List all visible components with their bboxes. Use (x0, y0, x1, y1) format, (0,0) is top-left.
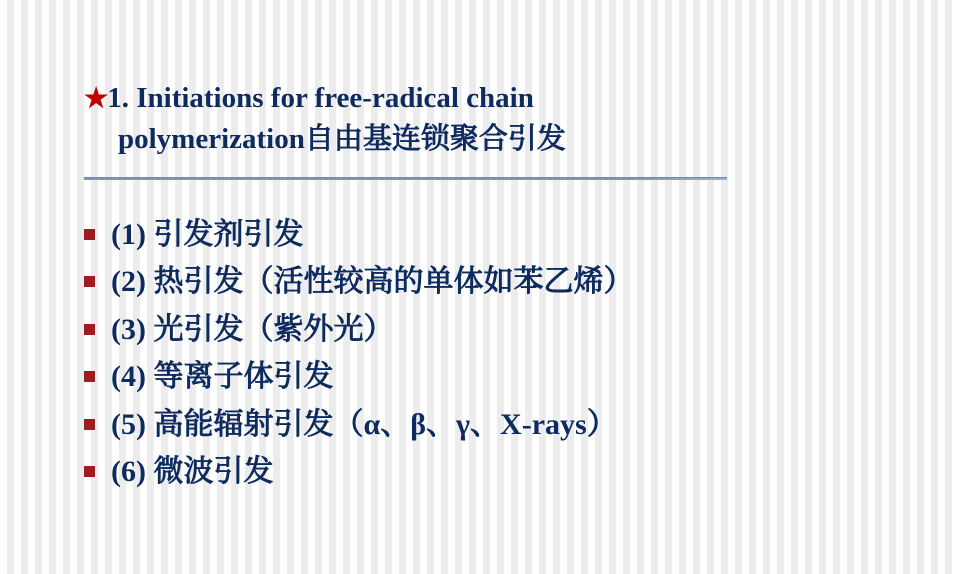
list-item-label: (4) 等离子体引发 (111, 360, 334, 394)
red-star-icon: ★ (84, 83, 108, 113)
title-paragraph (84, 78, 734, 160)
list-item (84, 263, 904, 301)
list-item (84, 453, 904, 491)
list-item (84, 406, 904, 444)
list-item-label: (6) 微波引发 (111, 454, 274, 488)
title-line-1: 1. Initiations for free-radical chain (107, 82, 534, 114)
title-line-2: polymerization自由基连锁聚合引发 (118, 123, 566, 156)
square-bullet-icon (84, 229, 95, 240)
square-bullet-icon (84, 466, 95, 477)
slide-title (84, 78, 734, 160)
square-bullet-icon (84, 324, 95, 335)
list-item (84, 358, 904, 396)
list-item (84, 216, 904, 254)
bullet-list (84, 216, 904, 500)
title-divider (84, 177, 727, 180)
list-item-label: (2) 热引发（活性较高的单体如苯乙烯） (111, 265, 634, 299)
list-item-label: (3) 光引发（紫外光） (111, 312, 394, 346)
square-bullet-icon (84, 371, 95, 382)
list-item-label: (5) 高能辐射引发（α、β、γ、X-rays） (111, 407, 617, 441)
list-item-label: (1) 引发剂引发 (111, 218, 304, 251)
square-bullet-icon (84, 419, 95, 430)
square-bullet-icon (84, 276, 95, 287)
list-item (84, 311, 904, 349)
